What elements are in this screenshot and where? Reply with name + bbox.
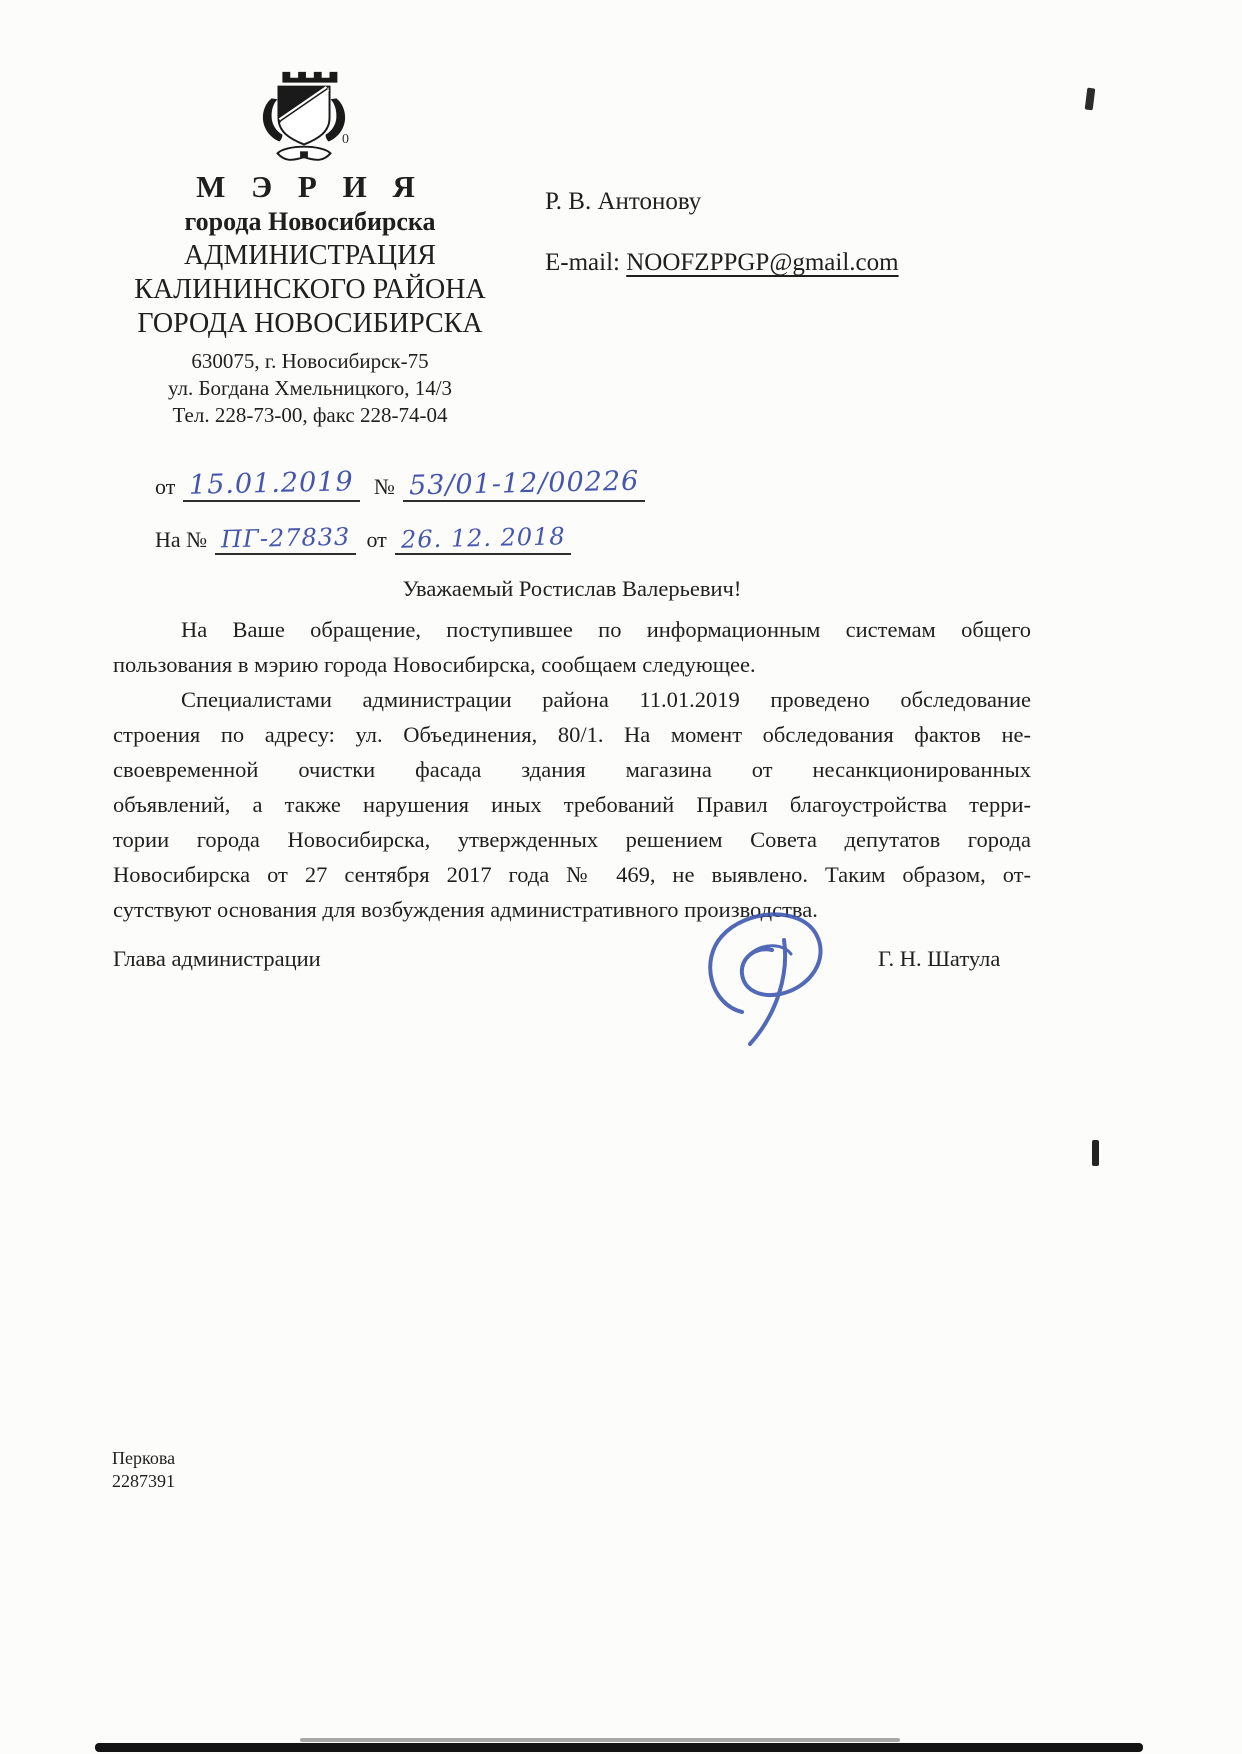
- org-name-line4: КАЛИНИНСКОГО РАЙОНА: [134, 274, 486, 305]
- crown-icon: [282, 72, 337, 83]
- org-postal-address: 630075, г. Новосибирск-75: [191, 349, 429, 373]
- org-name-line2: города Новосибирска: [184, 207, 436, 236]
- email-label: E-mail:: [545, 249, 620, 276]
- body-line: объявлений, а также нарушения иных требований Правил благоустройства терри-: [113, 792, 1031, 817]
- org-name-line5: ГОРОДА НОВОСИБИРСКА: [137, 308, 483, 339]
- executor-name: Перкова: [112, 1448, 176, 1468]
- recipient-name: Р. В. Антонову: [545, 188, 702, 215]
- org-name-line3: АДМИНИСТРАЦИЯ: [184, 240, 436, 271]
- scan-edge-mark: [1092, 1140, 1099, 1166]
- number-label: №: [373, 474, 395, 499]
- handwritten-date: 15.01.2019: [189, 466, 355, 501]
- recipient-email-line: [545, 249, 899, 277]
- scan-edge-mark: [1085, 88, 1096, 111]
- executor-block: [112, 1447, 175, 1493]
- body-line: строения по адресу: ул. Объединения, 80/1. На момент обследования фактов не-: [113, 722, 1031, 747]
- scan-edge-artifact: [95, 1743, 1143, 1752]
- org-name-line1: М Э Р И Я: [196, 169, 424, 204]
- salutation: Уважаемый Ростислав Валерьевич!: [402, 576, 742, 601]
- org-street-address: ул. Богдана Хмельницкого, 14/3: [167, 376, 453, 400]
- handwritten-reply-number: ПГ-27833: [220, 522, 351, 554]
- scan-edge-artifact: [300, 1738, 900, 1742]
- reply-number-field: [215, 524, 356, 555]
- body-line: своевременной очистки фасада здания магазина от несанкционированных: [113, 757, 1031, 782]
- signer-job-title: Глава администрации: [113, 946, 321, 971]
- reply-date-label: от: [366, 527, 387, 552]
- outgoing-date-field: [183, 468, 360, 502]
- signer-name: Г. Н. Шатула: [878, 946, 1001, 971]
- outgoing-number-field: [403, 465, 645, 502]
- letterhead: [85, 168, 535, 429]
- novosibirsk-coat-of-arms-icon: [250, 66, 358, 166]
- handwritten-reply-date: 26. 12. 2018: [400, 522, 566, 554]
- date-label: от: [155, 474, 176, 499]
- reply-date-field: [395, 524, 572, 555]
- outgoing-reference-line: [155, 465, 659, 502]
- executor-phone: 2287391: [112, 1471, 175, 1491]
- body-line: пользования в мэрию города Новосибирска, сообщаем следующее.: [113, 652, 756, 677]
- recipient-email-address: NOOFZPPGP@gmail.com: [626, 249, 899, 276]
- body-line: Специалистами администрации района 11.01.2019 проведено обследование: [181, 687, 1031, 712]
- handwritten-number: 53/01-12/00226: [408, 465, 640, 502]
- letter-body: [113, 612, 1031, 927]
- body-line: Новосибирска от 27 сентября 2017 года № 469, не выявлено. Таким образом, от-: [113, 862, 1031, 887]
- body-line: тории города Новосибирска, утвержденных решением Совета депутатов города: [113, 827, 1031, 852]
- body-line: На Ваше обращение, поступившее по информационным системам общего: [181, 617, 1031, 642]
- org-phone-fax: Тел. 228-73-00, факс 228-74-04: [172, 403, 448, 427]
- reply-reference-line: [155, 524, 585, 555]
- body-line: сутствуют основания для возбуждения административного производства.: [113, 897, 818, 922]
- reply-number-label: На №: [155, 527, 208, 552]
- emblem-stray-mark: 0: [342, 132, 349, 147]
- handwritten-signature-icon: [688, 896, 850, 1048]
